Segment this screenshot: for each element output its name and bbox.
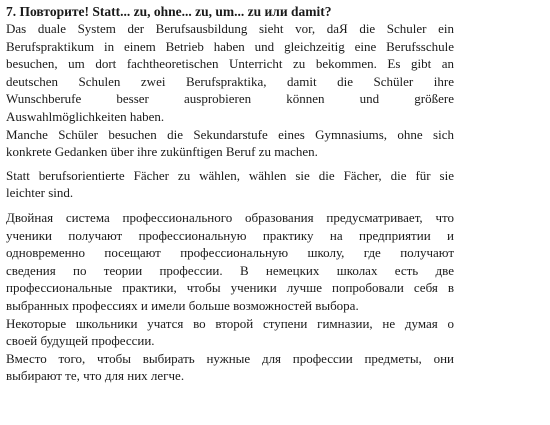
text-line: своей будущей профессии. <box>6 333 155 349</box>
text-line: Некоторые школьники учатся во второй ступени гимназии, не думая о <box>6 315 454 331</box>
text-line: Berufspraktikum in einem Betrieb haben und gleichzeitig eine Berufsschule <box>6 38 454 54</box>
text-line: Wunschberufe besser ausprobieren können und größere <box>6 91 454 107</box>
text-line: Manche Schüler besuchen die Sekundarstufe eines Gymnasiums, ohne sich <box>6 126 454 142</box>
text-line: выбранных профессиях и имели больше возможностей выбора. <box>6 297 359 313</box>
russian-paragraph-2 <box>6 315 454 350</box>
german-paragraph-3 <box>6 167 454 202</box>
text-line: Auswahlmöglichkeiten haben. <box>6 108 165 124</box>
text-line: leichter sind. <box>6 185 74 201</box>
german-paragraph-2 <box>6 126 454 161</box>
text-line: ученики получают профессиональную практику на предприятии и <box>6 227 454 243</box>
text-line: besuchen, um dort fachtheoretischen Unterricht zu bekommen. Es gibt an <box>6 56 454 72</box>
russian-paragraph-1 <box>6 209 454 315</box>
text-line: одновременно посещают профессиональную школу, где получают <box>6 245 454 261</box>
exercise-page <box>6 4 454 385</box>
exercise-heading: 7. Повторите! Statt... zu, ohne... zu, um... zu или damit? <box>6 4 332 19</box>
text-line: deutschen Schulen zwei Berufspraktika, damit die Schüler ihre <box>6 73 454 89</box>
text-line: выбирают те, что для них легче. <box>6 368 185 384</box>
text-line: Statt berufsorientierte Fächer zu wählen, wählen sie die Fächer, die für sie <box>6 167 454 183</box>
german-paragraph-1 <box>6 20 454 126</box>
text-line: профессиональные практики, чтобы ученики лучше попробовали себя в <box>6 280 454 296</box>
text-line: Вместо того, чтобы выбирать нужные для профессии предметы, они <box>6 350 454 366</box>
text-line: Двойная система профессионального образования предусматривает, что <box>6 209 454 225</box>
text-line: konkrete Gedanken über ihre zukünftigen Beruf zu machen. <box>6 144 318 160</box>
russian-paragraph-3 <box>6 350 454 385</box>
text-line: сведения по теории профессии. В немецких школах есть две <box>6 262 454 278</box>
text-line: Das duale System der Berufsausbildung sieht vor, daЯ die Schuler ein <box>6 21 454 36</box>
